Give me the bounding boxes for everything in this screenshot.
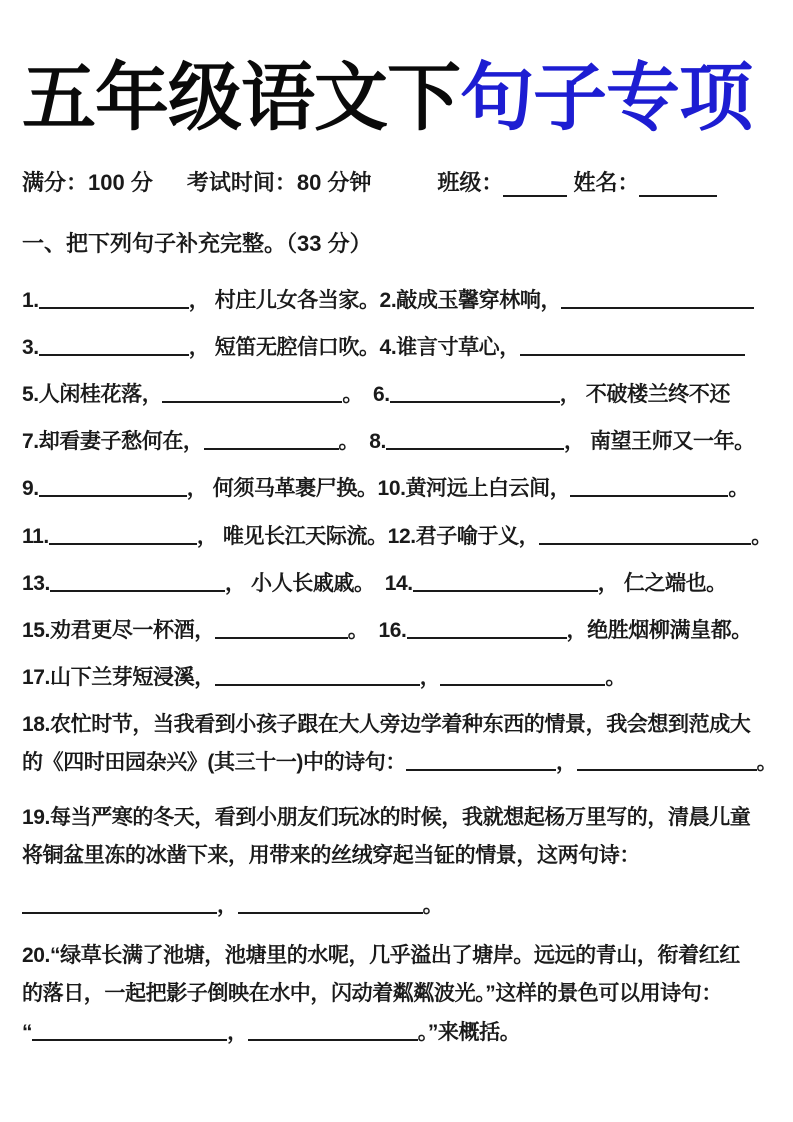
answer-blank[interactable] xyxy=(407,620,567,639)
question-line xyxy=(22,805,787,830)
question-text: 15.劝君更尽一杯酒， xyxy=(22,618,215,642)
question-text: 20.“绿草长满了池塘，池塘里的水呢，几乎溢出了塘岸。远远的青山，衔着红红 xyxy=(22,944,740,968)
question-text: ， 小人长戚戚。 14. xyxy=(225,571,413,595)
answer-blank[interactable] xyxy=(22,895,217,914)
question-text: 。 8. xyxy=(338,430,386,454)
exam-info-row xyxy=(22,166,787,197)
answer-blank[interactable] xyxy=(577,752,757,771)
question-line xyxy=(22,843,787,868)
answer-blank[interactable] xyxy=(204,431,339,450)
question-line xyxy=(22,1020,787,1045)
question-text: 13. xyxy=(22,571,50,595)
name-label: 姓名： xyxy=(573,169,640,195)
question-text: ， xyxy=(217,894,238,918)
question-line xyxy=(22,476,787,501)
question-text: 。 xyxy=(756,751,778,775)
answer-blank[interactable] xyxy=(520,337,745,356)
question-text: 。 6. xyxy=(342,382,390,406)
question-text: 的落日，一起把影子倒映在水中，闪动着粼粼波光。”这样的景色可以用诗句： xyxy=(22,982,722,1006)
answer-blank[interactable] xyxy=(248,1022,418,1041)
answer-blank[interactable] xyxy=(215,667,420,686)
question-text: ， 村庄儿女各当家。2.敲成玉馨穿林响， xyxy=(188,288,562,312)
question-text: 。 xyxy=(422,894,444,918)
name-input-blank[interactable] xyxy=(639,178,717,197)
question-text: 18.农忙时节，当我看到小孩子跟在大人旁边学着种东西的情景，我会想到范成大 xyxy=(22,713,751,737)
questions-list xyxy=(22,288,787,1045)
question-text: 。 xyxy=(751,524,772,548)
question-text: ， xyxy=(227,1020,248,1044)
question-text: 。 16. xyxy=(347,618,407,642)
question-line xyxy=(22,943,787,968)
question-line xyxy=(22,618,787,643)
question-text: 19.每当严寒的冬天，看到小朋友们玩冰的时候，我就想起杨万里写的，清晨儿童 xyxy=(22,805,751,829)
question-line xyxy=(22,571,787,596)
answer-blank[interactable] xyxy=(570,478,728,497)
question-text: ， 不破楼兰终不还 xyxy=(559,382,730,406)
answer-blank[interactable] xyxy=(32,1022,227,1041)
class-label: 班级： xyxy=(437,169,504,195)
question-text: ， 唯见长江天际流。12.君子喻于义， xyxy=(196,524,540,548)
answer-blank[interactable] xyxy=(413,573,598,592)
question-text: ， 短笛无腔信口吹。4.谁言寸草心， xyxy=(188,335,520,359)
question-text: 。 xyxy=(728,477,749,501)
answer-blank[interactable] xyxy=(39,478,187,497)
question-text: ， 何须马革裹尸换。10.黄河远上白云间， xyxy=(186,477,571,501)
answer-blank[interactable] xyxy=(386,431,564,450)
question-text: 将铜盆里冻的冰凿下来，用带来的丝绒穿起当钲的情景，这两句诗： xyxy=(22,843,640,867)
question-text: 11. xyxy=(22,524,49,548)
question-text: 。 xyxy=(605,666,627,690)
question-line xyxy=(22,335,787,360)
question-line xyxy=(22,665,787,690)
answer-blank[interactable] xyxy=(39,337,189,356)
full-score-text: 满分：100 分 xyxy=(22,169,153,195)
question-line xyxy=(22,429,787,454)
worksheet-title xyxy=(22,46,787,150)
question-line xyxy=(22,750,787,775)
question-text: 5.人闲桂花落， xyxy=(22,382,163,406)
answer-blank[interactable] xyxy=(39,290,189,309)
question-text: 7.却看妻子愁何在， xyxy=(22,430,204,454)
title-topic-part: 句子专项 xyxy=(460,56,752,139)
class-input-blank[interactable] xyxy=(503,178,567,197)
title-grade-part: 五年级语文下 xyxy=(22,56,460,139)
answer-blank[interactable] xyxy=(238,895,423,914)
question-line xyxy=(22,712,787,737)
section-heading: 一、把下列句子补充完整。（33 分） xyxy=(22,230,372,256)
question-text: ， xyxy=(556,751,577,775)
answer-blank[interactable] xyxy=(440,667,605,686)
question-text: 1. xyxy=(22,288,39,312)
question-line xyxy=(22,893,787,918)
question-text: ， xyxy=(419,666,441,690)
question-text: 17.山下兰芽短浸溪， xyxy=(22,666,215,690)
question-text: 9. xyxy=(22,477,39,501)
question-text: ， 南望王师又一年。 xyxy=(563,430,755,454)
question-line xyxy=(22,524,787,549)
answer-blank[interactable] xyxy=(390,384,560,403)
answer-blank[interactable] xyxy=(49,526,197,545)
answer-blank[interactable] xyxy=(215,620,348,639)
question-text: 3. xyxy=(22,335,39,359)
answer-blank[interactable] xyxy=(162,384,342,403)
question-line xyxy=(22,288,787,313)
exam-time-text: 考试时间：80 分钟 xyxy=(186,169,372,195)
answer-blank[interactable] xyxy=(406,752,556,771)
question-text: ，绝胜烟柳满皇都。 xyxy=(566,618,752,642)
answer-blank[interactable] xyxy=(561,290,754,309)
answer-blank[interactable] xyxy=(50,573,225,592)
answer-blank[interactable] xyxy=(539,526,751,545)
question-text: 的《四时田园杂兴》(其三十一)中的诗句： xyxy=(22,751,406,775)
question-text: 。”来概括。 xyxy=(417,1020,521,1044)
question-text: “ xyxy=(22,1020,33,1044)
question-text: ， 仁之端也。 xyxy=(597,571,727,595)
question-line xyxy=(22,382,787,407)
question-line xyxy=(22,981,787,1006)
